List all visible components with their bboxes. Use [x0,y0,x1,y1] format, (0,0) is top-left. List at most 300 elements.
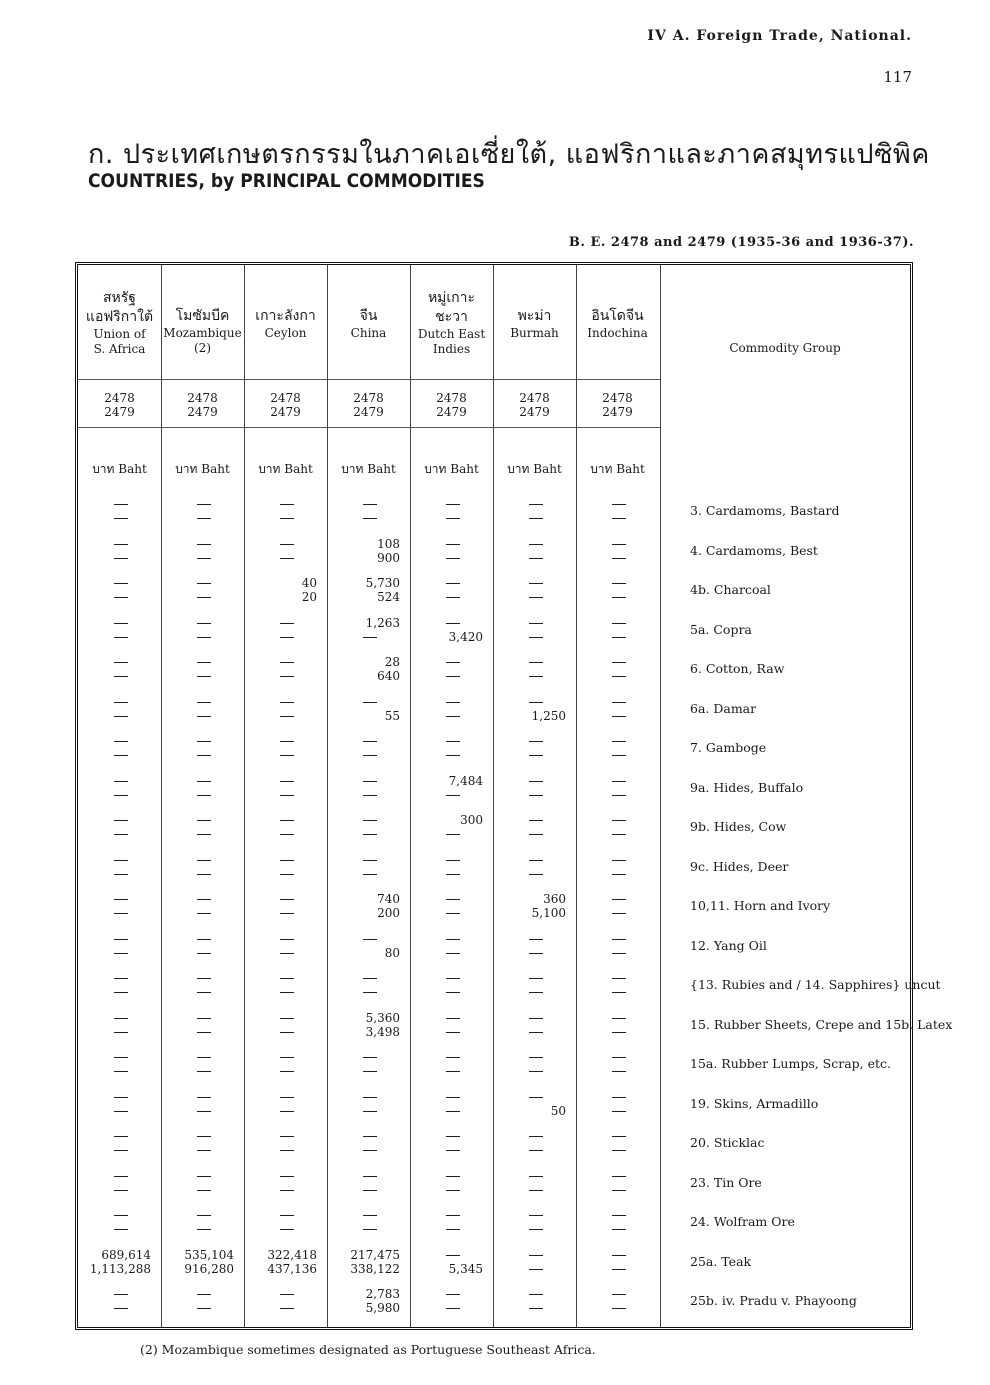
dash-mark [197,1229,211,1230]
dash-mark [446,1032,460,1033]
dash-mark [280,1308,294,1309]
cell-value: 1,250 [531,708,566,723]
dash-mark [280,755,294,756]
cell-value: 740 [377,892,400,906]
year-labels [161,391,244,419]
dash-mark [114,1190,128,1191]
period-label: B. E. 2478 and 2479 (1935-36 and 1936-37). [568,235,914,250]
dash-mark [612,978,626,979]
trade-table [75,262,953,1330]
table-cell [493,1046,576,1080]
dash-mark [197,1097,211,1098]
table-cell [410,533,493,567]
column-header-english: Mozambique (2) [163,326,242,355]
column-header-3 [327,307,410,341]
cell-value: 5,980 [365,1301,400,1315]
table-cell [327,967,410,1001]
table-cell [78,849,161,883]
table-cell [493,691,576,725]
table-cell [576,967,659,1001]
dash-mark [529,676,543,677]
dash-mark [197,597,211,598]
dash-mark [114,755,128,756]
year-2479: 2479 [353,405,384,419]
unit-label: บาท Baht [507,462,562,476]
dash-mark [529,755,543,756]
dash-mark [612,518,626,519]
dash-mark [197,874,211,875]
year-labels [78,391,161,419]
dash-mark [197,662,211,663]
table-cell [327,1007,410,1041]
table-cell [576,928,659,962]
table-cell [244,1283,327,1317]
dash-mark [612,899,626,900]
dash-mark [280,741,294,742]
dash-mark [529,860,543,861]
column-header-english: China [350,326,387,340]
dash-mark [446,623,460,624]
dash-mark [612,795,626,796]
dash-mark [280,716,294,717]
dash-mark [114,1308,128,1309]
table-cell [576,809,659,843]
commodity-label: 15a. Rubber Lumps, Scrap, etc. [690,1056,892,1071]
dash-mark [280,1111,294,1112]
dash-mark [446,834,460,835]
dash-mark [280,899,294,900]
dash-mark [197,755,211,756]
dash-mark [529,1294,543,1295]
table-row [78,1007,953,1046]
dash-mark [280,544,294,545]
dash-mark [529,781,543,782]
table-cell [493,809,576,843]
dash-mark [612,953,626,954]
dash-mark [446,1294,460,1295]
dash-mark [197,939,211,940]
column-header-5 [493,307,576,341]
table-cell [576,1165,659,1199]
table-cell [78,730,161,764]
table-cell [161,493,244,527]
dash-mark [197,1071,211,1072]
dash-mark [114,1176,128,1177]
year-labels [410,391,493,419]
column-header-thai: พะม่า [517,308,552,324]
dash-mark [197,953,211,954]
dash-mark [280,1071,294,1072]
dash-mark [197,795,211,796]
dash-mark [446,518,460,519]
year-2479: 2479 [270,405,301,419]
dash-mark [280,1215,294,1216]
cell-value: 50 [550,1103,566,1118]
table-cell [244,888,327,922]
dash-mark [363,781,377,782]
dash-mark [529,1176,543,1177]
commodity-label: 12. Yang Oil [690,937,767,953]
table-cell [78,1244,161,1278]
cell-value: 1,113,288 [89,1261,151,1276]
dash-mark [280,1032,294,1033]
commodity-label: 20. Sticklac [690,1135,765,1150]
dash-mark [446,702,460,703]
cell-value: 338,122 [350,1261,400,1276]
table-cell [244,849,327,883]
dash-mark [114,544,128,545]
dash-mark [197,623,211,624]
table-cell [161,809,244,843]
table-cell [327,928,410,962]
dash-mark [280,1018,294,1019]
year-2478: 2478 [602,391,633,405]
dash-mark [446,939,460,940]
table-cell [161,849,244,883]
dash-mark [197,860,211,861]
table-cell [493,493,576,527]
dash-mark [197,1308,211,1309]
dash-mark [280,504,294,505]
table-cell [576,1007,659,1041]
column-header-thai: เกาะลังกา [255,308,316,324]
table-cell [410,1283,493,1317]
dash-mark [280,1150,294,1151]
dash-mark [446,716,460,717]
dash-mark [446,913,460,914]
dash-mark [197,583,211,584]
dash-mark [446,544,460,545]
cell-value: 360 [543,892,566,906]
dash-mark [529,795,543,796]
table-cell [244,1204,327,1238]
table-cell [78,612,161,646]
year-2478: 2478 [353,391,384,405]
dash-mark [363,702,377,703]
cell-value: 689,614 [101,1247,151,1262]
cell-value: 5,345 [448,1261,483,1276]
table-cell [493,1086,576,1120]
dash-mark [612,741,626,742]
dash-mark [529,1308,543,1309]
cell-value: 2,783 [365,1287,400,1301]
cell-value: 3,498 [365,1024,400,1039]
dash-mark [363,755,377,756]
dash-mark [114,623,128,624]
table-cell [78,928,161,962]
dash-mark [529,558,543,559]
dash-mark [529,978,543,979]
table-cell [327,809,410,843]
table-cell [576,533,659,567]
table-cell [576,493,659,527]
dash-mark [363,939,377,940]
dash-mark [529,1215,543,1216]
dash-mark [612,662,626,663]
dash-mark [280,1294,294,1295]
commodity-label: 6. Cotton, Raw [690,661,785,676]
dash-mark [446,1150,460,1151]
dash-mark [363,1071,377,1072]
table-cell [410,928,493,962]
dash-mark [114,583,128,584]
dash-mark [612,1269,626,1270]
commodity-label: 9c. Hides, Deer [690,858,789,874]
table-row [78,612,910,651]
table-cell [161,770,244,804]
dash-mark [446,874,460,875]
dash-mark [612,558,626,559]
table-cell [161,967,244,1001]
dash-mark [529,834,543,835]
cell-value: 1,263 [365,615,400,630]
year-labels [244,391,327,419]
table-row [78,691,910,730]
column-header-english: Dutch East Indies [417,327,486,356]
dash-mark [114,899,128,900]
dash-mark [280,913,294,914]
dash-mark [446,1018,460,1019]
dash-mark [612,1215,626,1216]
dash-mark [114,795,128,796]
table-row [78,1283,910,1322]
dash-mark [363,741,377,742]
table-cell [78,1086,161,1120]
title-english: COUNTRIES, by PRINCIPAL COMMODITIES [88,170,485,192]
dash-mark [114,662,128,663]
dash-mark [529,992,543,993]
dash-mark [197,1136,211,1137]
dash-mark [612,1294,626,1295]
dash-mark [363,1136,377,1137]
dash-mark [280,1176,294,1177]
dash-mark [197,899,211,900]
table-cell [410,1244,493,1278]
dash-mark [446,741,460,742]
column-header-thai: อินโดจีน [591,308,644,324]
dash-mark [446,1229,460,1230]
table-cell [493,1007,576,1041]
dash-mark [529,637,543,638]
dash-mark [446,1308,460,1309]
table-cell [410,1204,493,1238]
table-cell [576,691,659,725]
table-cell [493,572,576,606]
dash-mark [529,544,543,545]
dash-mark [114,558,128,559]
table-cell [493,730,576,764]
dash-mark [529,939,543,940]
dash-mark [114,597,128,598]
years-divider [78,427,660,428]
table-cell [244,730,327,764]
dash-mark [446,899,460,900]
commodity-label: 4b. Charcoal [690,582,771,597]
dash-mark [529,623,543,624]
dash-mark [114,1097,128,1098]
dash-mark [446,978,460,979]
year-labels [576,391,659,419]
table-row [78,1125,910,1164]
table-cell [161,691,244,725]
column-header-thai: สหรัฐ แอฟริกาใต้ [85,290,154,325]
dash-mark [197,1294,211,1295]
dash-mark [529,1097,543,1098]
dash-mark [197,518,211,519]
dash-mark [197,1215,211,1216]
dash-mark [280,795,294,796]
table-cell [244,493,327,527]
cell-value: 7,484 [448,773,483,788]
table-cell [161,1204,244,1238]
year-2479: 2479 [187,405,218,419]
table-cell [327,730,410,764]
cell-value: 524 [377,590,400,604]
dash-mark [446,504,460,505]
table-row [78,730,910,769]
table-cell [78,1165,161,1199]
year-2479: 2479 [436,405,467,419]
dash-mark [197,1190,211,1191]
dash-mark [612,544,626,545]
cell-value: 5,360 [365,1010,400,1025]
dash-mark [612,623,626,624]
dash-mark [612,504,626,505]
table-cell [244,612,327,646]
dash-mark [114,702,128,703]
dash-mark [612,820,626,821]
dash-mark [114,518,128,519]
table-row [78,967,941,1006]
cell-value: 40 [301,576,317,590]
table-cell [78,809,161,843]
table-cell [493,1283,576,1317]
table-cell [327,533,410,567]
table-cell [493,612,576,646]
dash-mark [612,1032,626,1033]
unit-label: บาท Baht [175,462,230,476]
table-cell [327,691,410,725]
column-header-english: Indochina [587,326,648,340]
table-cell [244,1165,327,1199]
dash-mark [114,820,128,821]
table-cell [244,1125,327,1159]
table-cell [161,888,244,922]
dash-mark [363,1215,377,1216]
table-cell [576,1204,659,1238]
cell-value: 535,104 [184,1247,234,1262]
dash-mark [363,637,377,638]
dash-mark [612,583,626,584]
commodity-label: 5a. Copra [690,621,752,637]
dash-mark [529,820,543,821]
table-cell [493,1125,576,1159]
dash-mark [612,676,626,677]
dash-mark [446,795,460,796]
table-cell [327,888,410,922]
dash-mark [446,1215,460,1216]
dash-mark [363,860,377,861]
dash-mark [197,1057,211,1058]
dash-mark [114,978,128,979]
year-labels [493,391,576,419]
table-cell [244,770,327,804]
column-header-thai: หมู่เกาะ ชะวา [427,290,476,325]
page-number: 117 [883,68,912,86]
dash-mark [446,1097,460,1098]
column-header-thai: จีน [359,308,378,324]
dash-mark [363,992,377,993]
dash-mark [197,558,211,559]
table-row [78,1046,910,1085]
commodity-label: 4. Cardamoms, Best [690,542,818,558]
dash-mark [612,1057,626,1058]
table-row [78,1165,910,1204]
table-cell [493,888,576,922]
dash-mark [197,1032,211,1033]
dash-mark [446,1190,460,1191]
dash-mark [197,913,211,914]
table-cell [161,1007,244,1041]
dash-mark [280,1136,294,1137]
table-cell [78,1046,161,1080]
dash-mark [446,597,460,598]
dash-mark [363,874,377,875]
year-2478: 2478 [436,391,467,405]
dash-mark [197,834,211,835]
cell-value: 322,418 [267,1247,317,1262]
dash-mark [529,1032,543,1033]
dash-mark [280,874,294,875]
table-cell [576,1125,659,1159]
dash-mark [612,781,626,782]
table-cell [410,730,493,764]
table-cell [244,967,327,1001]
table-cell [78,1125,161,1159]
dash-mark [529,1150,543,1151]
dash-mark [280,518,294,519]
table-cell [576,770,659,804]
dash-mark [280,939,294,940]
commodity-label: 23. Tin Ore [690,1174,762,1190]
dash-mark [529,702,543,703]
dash-mark [197,820,211,821]
dash-mark [114,860,128,861]
table-cell [161,1086,244,1120]
dash-mark [197,702,211,703]
year-2478: 2478 [187,391,218,405]
cell-value: 640 [377,669,400,683]
dash-mark [114,1071,128,1072]
dash-mark [446,860,460,861]
year-2479: 2479 [602,405,633,419]
table-cell [576,849,659,883]
cell-value: 3,420 [448,629,483,644]
dash-mark [197,1150,211,1151]
cell-value: 300 [460,813,483,827]
table-cell [78,1283,161,1317]
dash-mark [197,1018,211,1019]
dash-mark [612,1308,626,1309]
table-cell [327,1125,410,1159]
cell-value: 55 [384,708,400,723]
table-cell [493,967,576,1001]
table-cell [493,1204,576,1238]
footnote: (2) Mozambique sometimes designated as Portuguese Southeast Africa. [140,1342,596,1357]
dash-mark [280,623,294,624]
table-cell [493,533,576,567]
dash-mark [446,583,460,584]
